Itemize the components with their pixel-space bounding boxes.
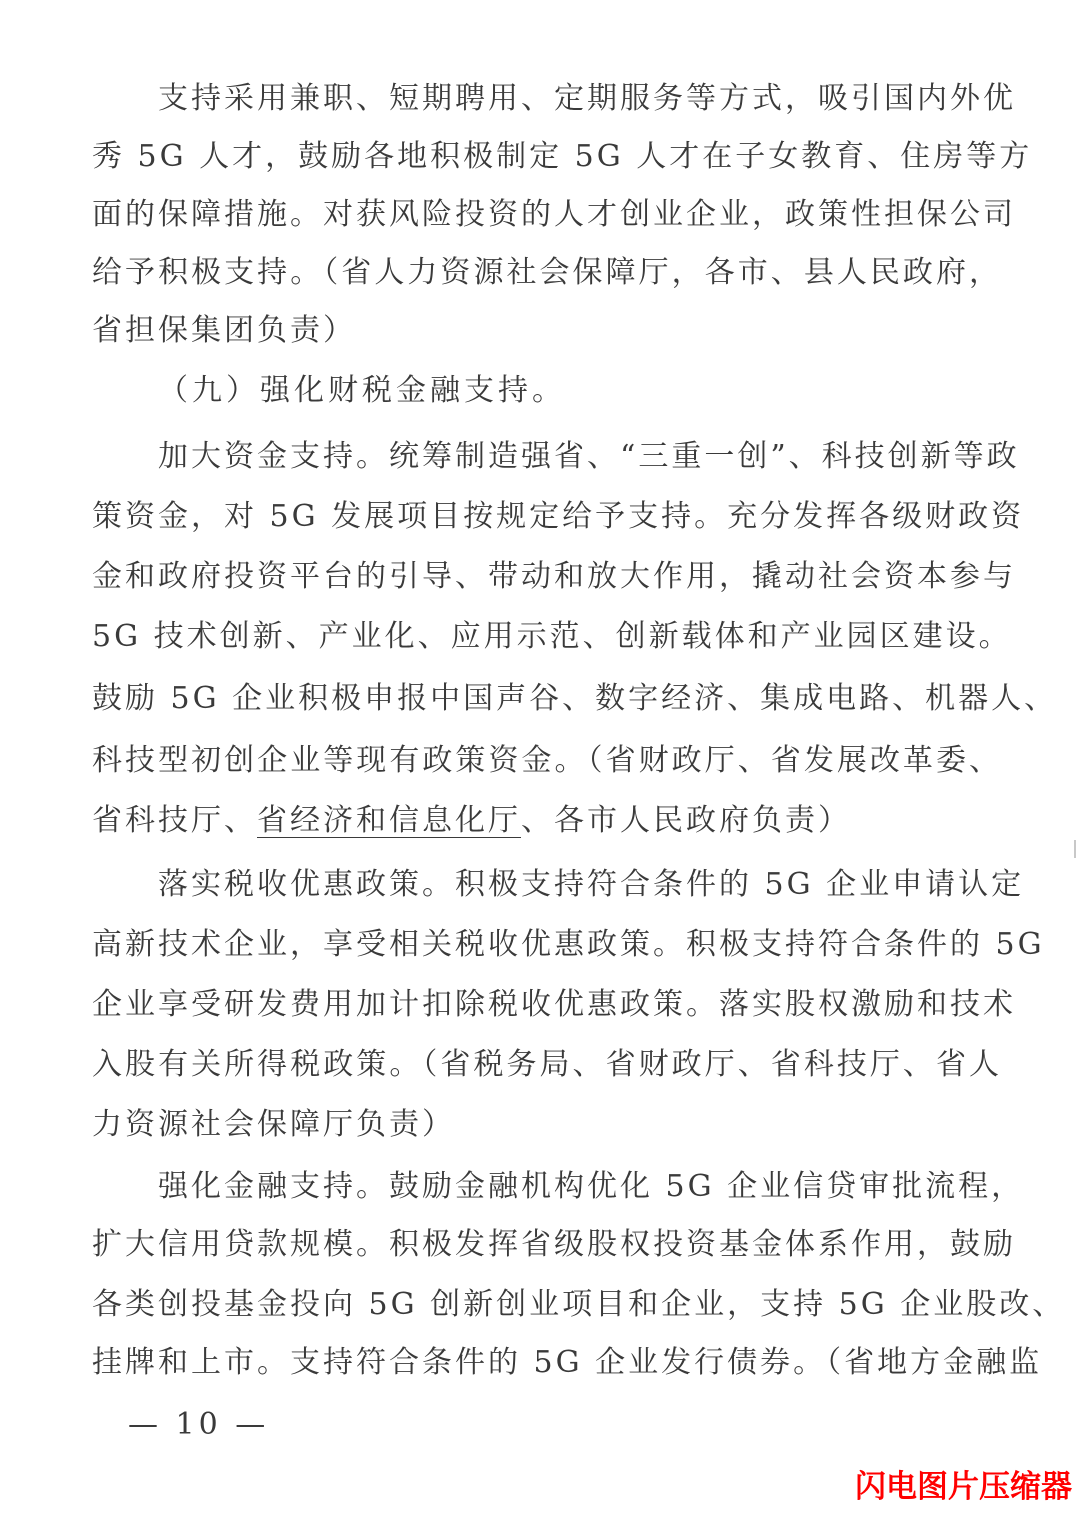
text-line-5: 省担保集团负责） bbox=[92, 313, 356, 348]
text-line-20: 扩大信用贷款规模。积极发挥省级股权投资基金体系作用，鼓励 bbox=[92, 1227, 1016, 1262]
text-line-18: 力资源社会保障厅负责） bbox=[92, 1107, 455, 1142]
text-line-12: 科技型初创企业等现有政策资金。（省财政厅、省发展改革委、 bbox=[92, 743, 1002, 778]
text-line-13-end: 、各市人民政府负责） bbox=[521, 803, 851, 838]
watermark-text: 闪电图片压缩器 bbox=[855, 1469, 1072, 1505]
text-line-11: 鼓励 5G 企业积极申报中国声谷、数字经济、集成电路、机器人、 bbox=[92, 681, 1058, 716]
text-line-3: 面的保障措施。对获风险投资的人才创业企业，政策性担保公司 bbox=[92, 197, 1016, 232]
text-line-17: 入股有关所得税政策。（省税务局、省财政厅、省科技厅、省人 bbox=[92, 1047, 1002, 1082]
text-line-22: 挂牌和上市。支持符合条件的 5G 企业发行债券。（省地方金融监 bbox=[92, 1345, 1043, 1380]
text-line-1: 支持采用兼职、短期聘用、定期服务等方式，吸引国内外优 bbox=[158, 81, 1016, 116]
scan-mark bbox=[1074, 840, 1076, 858]
underlined-agency-name: 省经济和信息化厅 bbox=[257, 803, 521, 838]
text-line-19: 强化金融支持。鼓励金融机构优化 5G 企业信贷审批流程， bbox=[158, 1169, 1025, 1204]
text-line-7: 加大资金支持。统筹制造强省、“三重一创”、科技创新等政 bbox=[158, 439, 1020, 474]
text-line-10: 5G 技术创新、产业化、应用示范、创新载体和产业园区建设。 bbox=[92, 619, 1012, 654]
text-line-14: 落实税收优惠政策。积极支持符合条件的 5G 企业申请认定 bbox=[158, 867, 1025, 902]
text-line-2: 秀 5G 人才，鼓励各地积极制定 5G 人才在子女教育、住房等方 bbox=[92, 139, 1033, 174]
text-line-16: 企业享受研发费用加计扣除税收优惠政策。落实股权激励和技术 bbox=[92, 987, 1016, 1022]
text-line-4: 给予积极支持。（省人力资源社会保障厅，各市、县人民政府， bbox=[92, 255, 1002, 290]
text-line-9: 金和政府投资平台的引导、带动和放大作用，撬动社会资本参与 bbox=[92, 559, 1016, 594]
text-line-15: 高新技术企业，享受相关税收优惠政策。积极支持符合条件的 5G bbox=[92, 927, 1045, 962]
page-number: — 10 — bbox=[128, 1407, 270, 1442]
text-line-13-start: 省科技厅、 bbox=[92, 803, 257, 838]
text-line-8: 策资金，对 5G 发展项目按规定给予支持。充分发挥各级财政资 bbox=[92, 499, 1025, 534]
text-line-21: 各类创投基金投向 5G 创新创业项目和企业，支持 5G 企业股改、 bbox=[92, 1287, 1066, 1322]
section-heading-9: （九）强化财税金融支持。 bbox=[158, 373, 566, 408]
text-line-13 bbox=[92, 792, 1002, 850]
